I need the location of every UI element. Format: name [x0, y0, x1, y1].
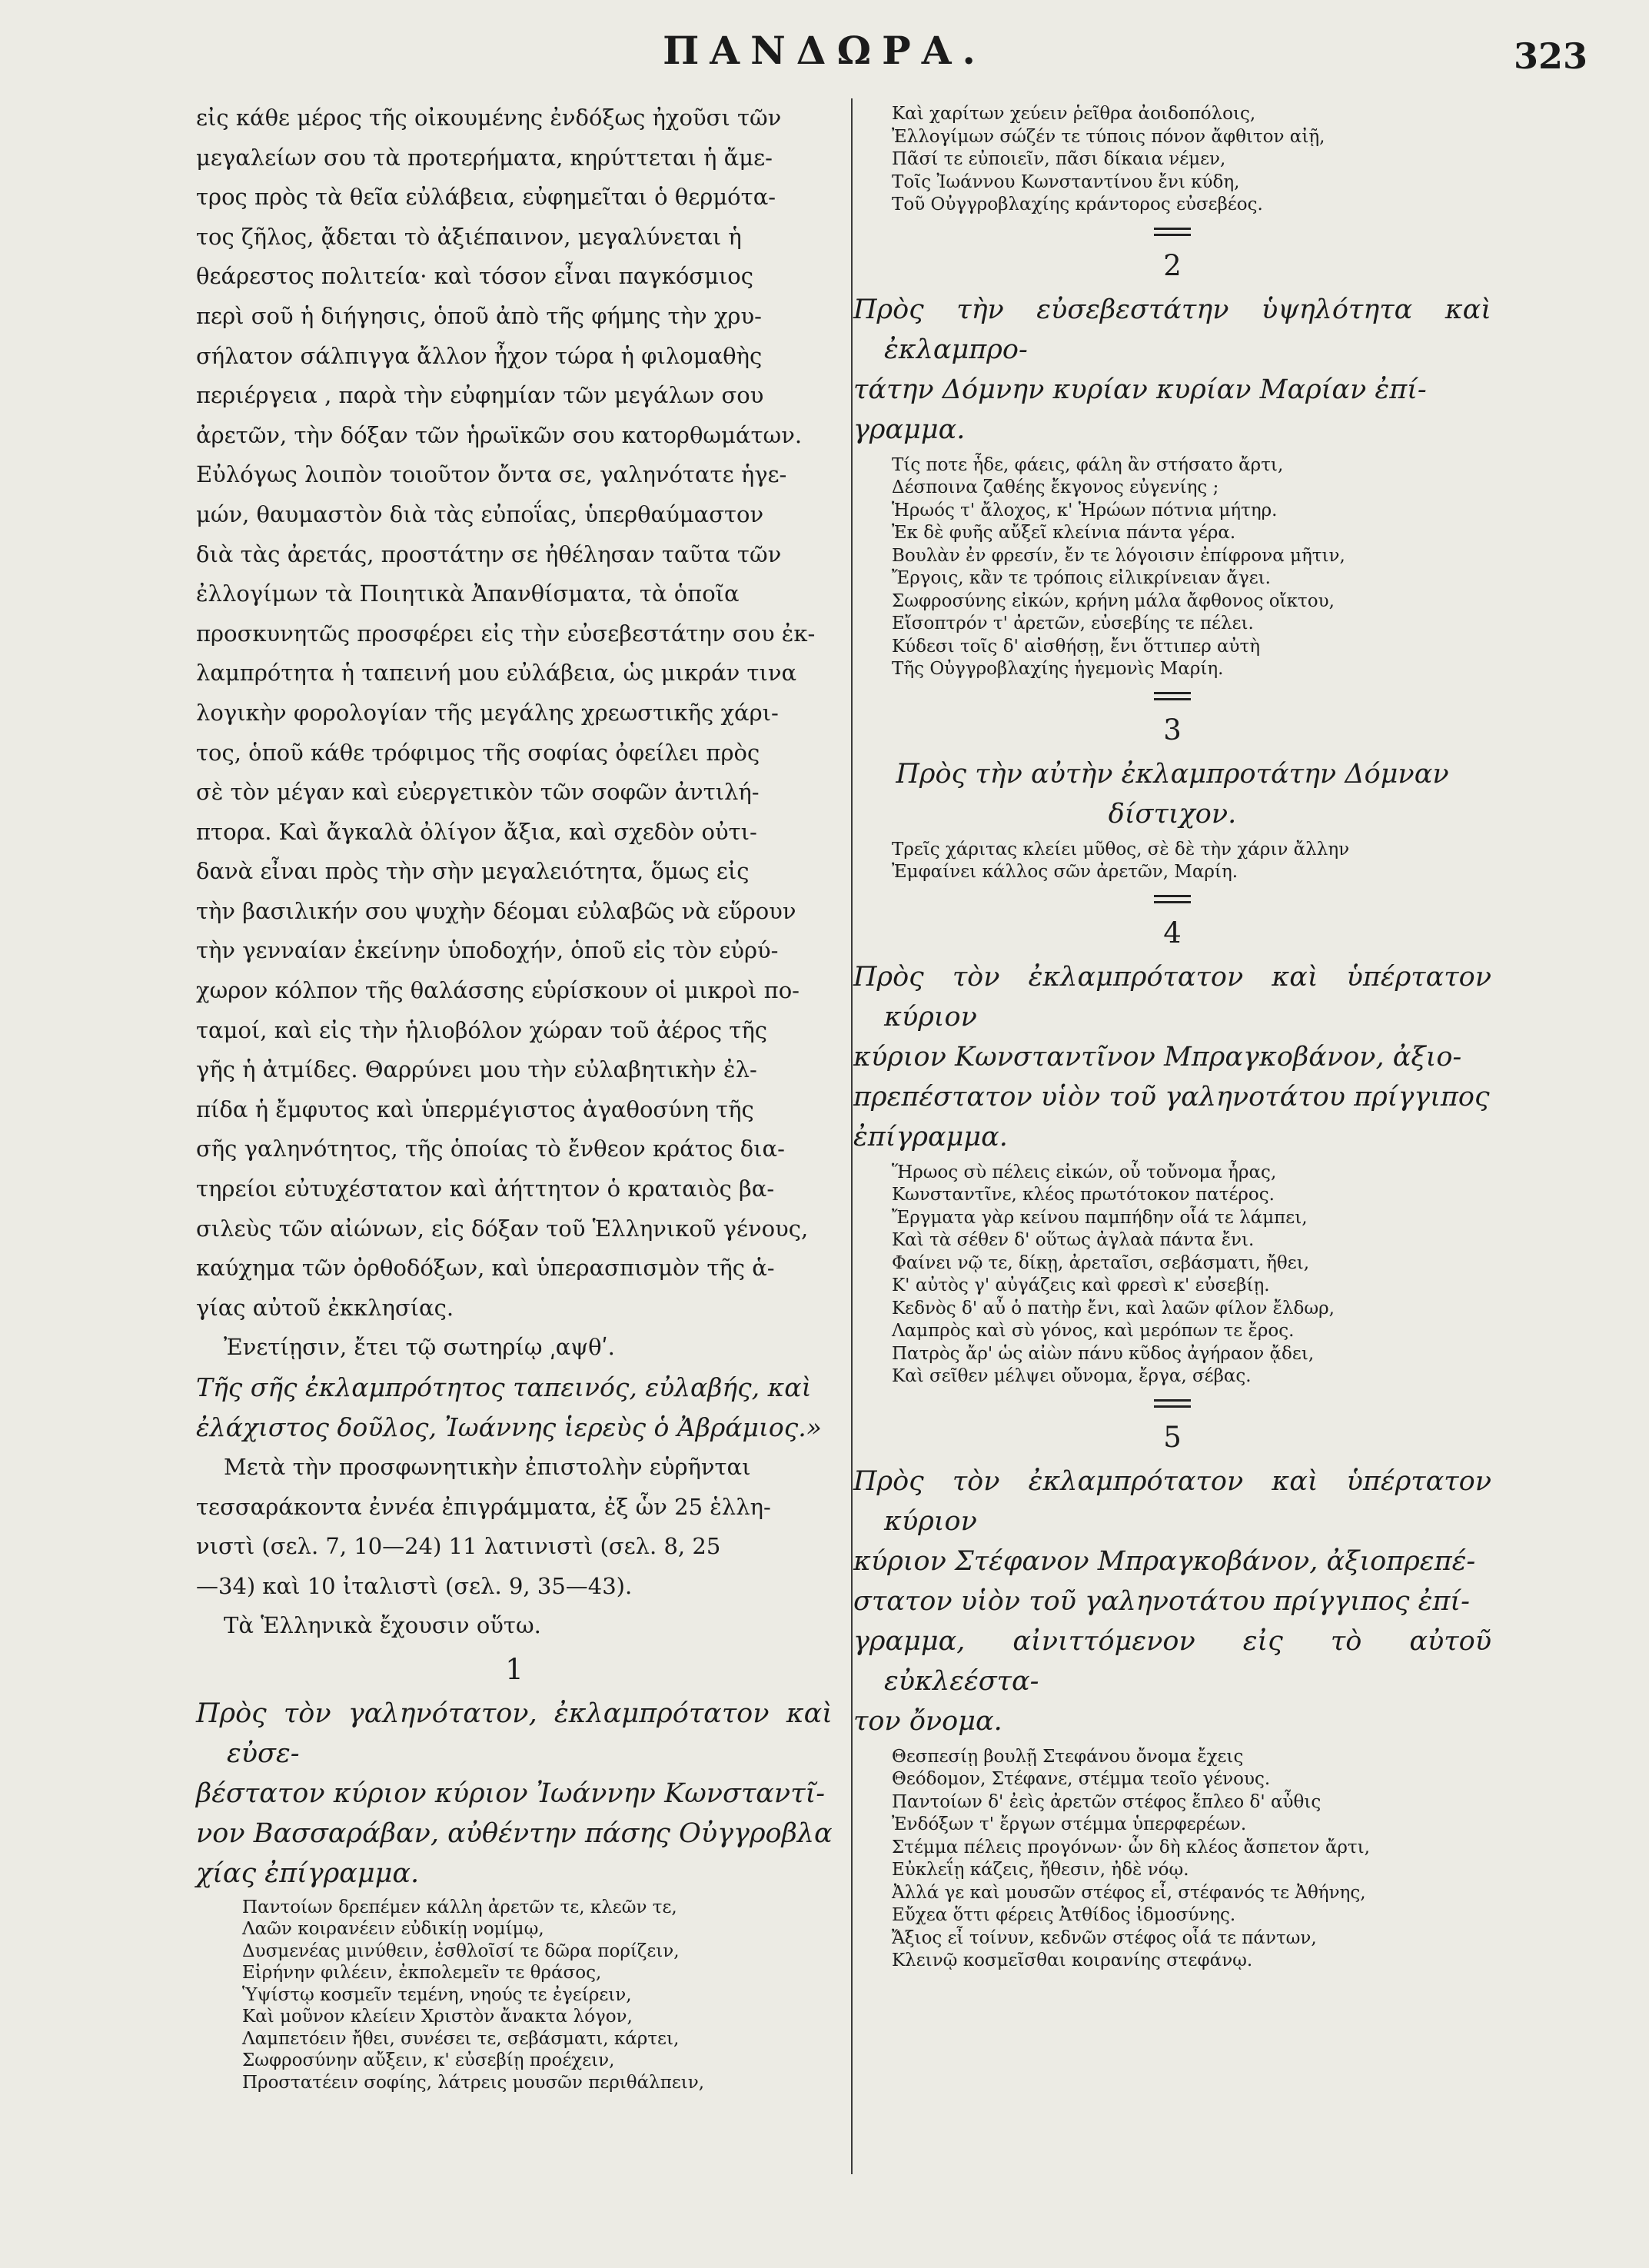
prose-line: γῆς ἡ ἀτμίδες. Θαρρύνει μου τὴν εὐλαβητικὴν ἐλ-: [196, 1056, 757, 1083]
verse-line: Σωφροσύνης εἰκών, κρήνη μάλα ἄφθονος οἴκτου,: [892, 590, 1335, 611]
verse-line: Τοῖς Ἰωάννου Κωνσταντίνου ἔνι κύδη,: [892, 171, 1240, 192]
heading-line: Πρὸς τὸν γαληνότατον, ἐκλαμπρότατον καὶ εὐσε-: [196, 1698, 833, 1769]
heading-line: νον Βασσαράβαν, αὐθέντην πάσης Οὐγγροβλα: [196, 1817, 833, 1849]
heading-line: γραμμα, αἰνιττόμενον εἰς τὸ αὐτοῦ εὐκλεέστα-: [853, 1625, 1491, 1697]
verse-line: Κωνσταντῖνε, κλέος πρωτότοκον πατέρος.: [892, 1185, 1275, 1205]
verse-line: Ἄξιος εἶ τοίνυν, κεδνῶν στέφος οἷά τε πάντων,: [892, 1927, 1317, 1948]
verse-line: Παντοίων δ' ἐεὶς ἀρετῶν στέφος ἔπλεο δ' αὖθις: [892, 1791, 1322, 1812]
prose-line: σὲ τὸν μέγαν καὶ εὐεργετικὸν τῶν σοφῶν ἀντιλή-: [196, 779, 760, 806]
verse-line: Εὔχεα ὅττι φέρεις Ἀτθίδος ἰδμοσύνης.: [892, 1905, 1236, 1925]
verse-line: Ὑψίστῳ κοσμεῖν τεμένη, νηούς τε ἐγείρειν,: [242, 1984, 632, 2005]
prose-line: γίας αὐτοῦ ἐκκλησίας.: [196, 1294, 454, 1321]
heading-line: βέστατον κύριον κύριον Ἰωάννην Κωνσταντῖ-: [196, 1777, 826, 1809]
verse-line: Παντοίων δρεπέμεν κάλλη ἀρετῶν τε, κλεῶν τε,: [242, 1897, 677, 1917]
verse-line: Στέμμα πέλεις προγόνων· ὧν δὴ κλέος ἄσπετον ἄρτι,: [892, 1837, 1370, 1857]
verse-line: Καὶ τὰ σέθεν δ' οὕτως ἀγλαὰ πάντα ἔνι.: [892, 1230, 1255, 1250]
verse-line: Βουλὰν ἐν φρεσίν, ἔν τε λόγοισιν ἐπίφρονα μῆτιν,: [892, 545, 1345, 566]
verse-line: Ἔργματα γὰρ κείνου παμπήδην οἷά τε λάμπει,: [892, 1207, 1308, 1228]
epigram-verses: [892, 1746, 1491, 1973]
epigram-verses-continued: [892, 103, 1491, 217]
section-separator: [1154, 895, 1191, 903]
prose-line: σῆς γαληνότητος, τῆς ὁποίας τὸ ἔνθεον κράτος δια-: [196, 1136, 785, 1162]
prose-line: περιέργεια , παρὰ τὴν εὐφημίαν τῶν μεγάλων σου: [196, 382, 764, 409]
verse-line: Ἐκ δὲ φυῆς αὔξεῖ κλείνια πάντα γέρα.: [892, 523, 1236, 543]
epigram-number: 2: [1163, 248, 1182, 282]
epigram-verses: [242, 1897, 833, 2094]
verse-line: Πατρὸς ἄρ' ὡς αἰὼν πάνυ κῦδος ἀγήραον ᾄδει,: [892, 1343, 1315, 1364]
left-column: [196, 98, 833, 2093]
verse-line: Εἰρήνην φιλέειν, ἐκπολεμεῖν τε θράσος,: [242, 1963, 602, 1984]
verse-line: Καὶ σεῖθεν μέλψει οὔνομα, ἔργα, σέβας.: [892, 1366, 1252, 1386]
verse-line: Τίς ποτε ἧδε, φάεις, φάλη ἂν στήσατο ἄρτι,: [892, 454, 1284, 475]
verse-line: Ἐλλογίμων σώζέν τε τύποις πόνον ἄφθιτον αἰῇ,: [892, 126, 1325, 147]
prose-line: τος, ὁποῦ κάθε τρόφιμος τῆς σοφίας ὀφείλει πρὸς: [196, 739, 760, 766]
verse-line: Θεσπεσίῃ βουλῇ Στεφάνου ὄνομα ἔχεις: [892, 1746, 1244, 1767]
prose-line: τρος πρὸς τὰ θεῖα εὐλάβεια, εὐφημεῖται ὁ θερμότα-: [196, 184, 776, 211]
epigram-number: 5: [1163, 1420, 1182, 1454]
heading-line: Πρὸς τὸν ἐκλαμπρότατον καὶ ὑπέρτατον κύριον: [853, 961, 1491, 1033]
heading-line: χίας ἐπίγραμμα.: [196, 1857, 420, 1889]
prose-line: σήλατον σάλπιγγα ἄλλον ἦχον τώρα ἡ φιλομαθὴς: [196, 342, 763, 369]
prose-line: τος ζῆλος, ᾄδεται τὸ ἀξιέπαινον, μεγαλύνεται ἡ: [196, 223, 742, 250]
verse-line: Λαμπετόειν ἤθει, συνέσει τε, σεβάσματι, κάρτει,: [242, 2028, 680, 2049]
heading-line: ἐπίγραμμα.: [853, 1121, 1008, 1152]
prose-line: τὴν βασιλικήν σου ψυχὴν δέομαι εὐλαβῶς νὰ εὕρουν: [196, 897, 796, 924]
verse-line: Κεδνὸς δ' αὖ ὁ πατὴρ ἔνι, καὶ λαῶν φίλον ἔλδωρ,: [892, 1298, 1335, 1319]
verse-line: Ἐνδόξων τ' ἔργων στέμμα ὑπερφερέων.: [892, 1814, 1247, 1834]
verse-line: Σωφροσύνην αὔξειν, κ' εὐσεβίῃ προέχειν,: [242, 2050, 615, 2071]
verse-line: Εὐκλεΐῃ κάζεις, ἤθεσιν, ἠδὲ νόῳ.: [892, 1860, 1189, 1880]
section-separator: [1154, 1399, 1191, 1408]
right-column: [853, 98, 1491, 1973]
prose-line: Μετὰ τὴν προσφωνητικὴν ἐπιστολὴν εὑρῆνται: [224, 1454, 751, 1480]
verse-line: Τῆς Οὐγγροβλαχίης ἡγεμονὶς Μαρίη.: [892, 659, 1224, 679]
epigram-verses: [892, 1162, 1491, 1388]
heading-line: Πρὸς τὸν ἐκλαμπρότατον καὶ ὑπέρτατον κύριον: [853, 1465, 1491, 1537]
epigram-heading: [853, 957, 1491, 1157]
heading-line: τάτην Δόμνην κυρίαν κυρίαν Μαρίαν ἐπί-: [853, 374, 1427, 405]
prose-line: ἐλλογίμων τὰ Ποιητικὰ Ἀπανθίσματα, τὰ ὁποῖα: [196, 580, 740, 607]
prose-line: λαμπρότητα ἡ ταπεινή μου εὐλάβεια, ὡς μικράν τινα: [196, 660, 797, 687]
verse-line: Τρεῖς χάριτας κλείει μῦθος, σὲ δὲ τὴν χάριν ἄλλην: [892, 839, 1350, 860]
prose-line: εἰς κάθε μέρος τῆς οἰκουμένης ἐνδόξως ἠχοῦσι τῶν: [196, 105, 782, 131]
epigram-number: 3: [1163, 713, 1182, 747]
verse-line: Καὶ μοῦνον κλείειν Χριστὸν ἄνακτα λόγον,: [242, 2007, 633, 2027]
heading-line: Πρὸς τὴν αὐτὴν ἐκλαμπροτάτην Δόμναν: [896, 758, 1449, 790]
prose-line: χωρον κόλπον τῆς θαλάσσης εὑρίσκουν οἱ μικροὶ πο-: [196, 977, 800, 1004]
verse-line: Δέσποινα ζαθέης ἔκγονος εὐγενίης ;: [892, 477, 1219, 497]
epigram-verses: [892, 839, 1491, 884]
prose-line: λογικὴν φορολογίαν τῆς μεγάλης χρεωστικῆς χάρι-: [196, 699, 779, 726]
verse-line: Θεόδομον, Στέφανε, στέμμα τεοῖο γένους.: [892, 1769, 1271, 1789]
verse-line: Τοῦ Οὐγγροβλαχίης κράντορος εὐσεβέος.: [892, 195, 1263, 214]
epigram-heading: [853, 290, 1491, 450]
verse-line: Κύδεσι τοῖς δ' αἰσθήσῃ, ἔνι ὅττιπερ αὐτὴ: [892, 636, 1261, 657]
prose-line: Εὐλόγως λοιπὸν τοιοῦτον ὄντα σε, γαληνότατε ἡγε-: [196, 461, 787, 488]
prose-line: —34) καὶ 10 ἰταλιστὶ (σελ. 9, 35—43).: [196, 1572, 633, 1599]
editor-note: [196, 1448, 833, 1646]
prose-line: τεσσαράκοντα ἐννέα ἐπιγράμματα, ἐξ ὧν 25 ἑλλη-: [196, 1493, 771, 1520]
verse-line: Πᾶσί τε εὐποιεῖν, πᾶσι δίκαια νέμεν,: [892, 149, 1226, 169]
heading-line: γραμμα.: [853, 414, 966, 445]
page-number: 323: [1513, 35, 1587, 77]
prose-line: προσκυνητῶς προσφέρει εἰς τὴν εὐσεβεστάτην σου ἐκ-: [196, 620, 816, 647]
epigram-heading: [853, 1462, 1491, 1741]
epigram-number: 1: [505, 1652, 524, 1686]
heading-line: κύριον Στέφανον Μπραγκοβάνον, ἀξιοπρεπέ-: [853, 1545, 1476, 1577]
verse-line: Ἀλλά γε καὶ μουσῶν στέφος εἶ, στέφανός τε Ἀθήνης,: [892, 1882, 1366, 1903]
verse-line: Ἔργοις, κἂν τε τρόποις εἰλικρίνειαν ἄγει.: [892, 568, 1271, 588]
prose-line: σιλεὺς τῶν αἰώνων, εἰς δόξαν τοῦ Ἑλληνικοῦ γένους,: [196, 1215, 809, 1242]
prose-line: ἀρετῶν, τὴν δόξαν τῶν ἡρωϊκῶν σου κατορθωμάτων.: [196, 421, 803, 448]
epigram-number: 4: [1163, 916, 1182, 949]
verse-line: Λαῶν κοιρανέειν εὐδικίῃ νομίμῳ,: [242, 1919, 544, 1940]
prose-line: καύχημα τῶν ὀρθοδόξων, καὶ ὑπερασπισμὸν τῆς ἁ-: [196, 1255, 775, 1282]
prose-line: τὴν γενναίαν ἐκείνην ὑποδοχήν, ὁποῦ εἰς τὸν εὐρύ-: [196, 937, 779, 964]
prose-line: δανὰ εἶναι πρὸς τὴν σὴν μεγαλειότητα, ὅμως εἰς: [196, 858, 750, 885]
prose-line: θεάρεστος πολιτεία· καὶ τόσον εἶναι παγκόσμιος: [196, 263, 753, 290]
epigram-heading: [196, 1694, 833, 1894]
signature-line: Τῆς σῆς ἐκλαμπρότητος ταπεινός, εὐλαβής, καὶ: [196, 1372, 812, 1402]
verse-line: Προστατέειν σοφίης, λάτρεις μουσῶν περιθάλπειν,: [242, 2072, 705, 2093]
verse-line: Καὶ χαρίτων χεύειν ῥεῖθρα ἀοιδοπόλοις,: [892, 104, 1256, 124]
verse-line: Ἥρωος σὺ πέλεις εἰκών, οὗ τοὔνομα ἦρας,: [892, 1162, 1277, 1182]
heading-line: πρεπέστατον υἱὸν τοῦ γαληνοτάτου πρίγγιπος: [853, 1081, 1490, 1112]
column-divider: [851, 98, 853, 2174]
section-separator: [1154, 692, 1191, 700]
prose-line: μεγαλείων σου τὰ προτερήματα, κηρύττεται ἡ ἄμε-: [196, 144, 773, 171]
verse-line: Κλεινῷ κοσμεῖσθαι κοιρανίης στεφάνῳ.: [892, 1950, 1253, 1970]
verse-line: Εἴσοπτρόν τ' ἀρετῶν, εὐσεβίης τε πέλει.: [892, 614, 1254, 634]
verse-line: Φαίνει νῷ τε, δίκῃ, ἀρεταῖσι, σεβάσματι, ἤθει,: [892, 1252, 1310, 1273]
prose-line: ταμοί, καὶ εἰς τὴν ἡλιοβόλον χώραν τοῦ ἀέρος τῆς: [196, 1016, 767, 1043]
verse-line: Κ' αὐτὸς γ' αὐγάζεις καὶ φρεσὶ κ' εὐσεβίῃ.: [892, 1275, 1270, 1295]
heading-line: Πρὸς τὴν εὐσεβεστάτην ὑψηλότητα καὶ ἐκλαμπρο-: [853, 294, 1491, 365]
heading-line: κύριον Κωνσταντῖνον Μπραγκοβάνον, ἀξιο-: [853, 1041, 1462, 1072]
prose-line: πίδα ἡ ἔμφυτος καὶ ὑπερμέγιστος ἀγαθοσύνη τῆς: [196, 1096, 754, 1122]
prose-line: πτορα. Καὶ ἄγκαλὰ ὀλίγον ἄξια, καὶ σχεδὸν οὐτι-: [196, 818, 757, 845]
greek-intro: Τὰ Ἑλληνικὰ ἔχουσιν οὕτω.: [224, 1612, 541, 1639]
section-separator: [1154, 228, 1191, 236]
running-title: ΠΑΝΔΩΡΑ.: [663, 28, 986, 73]
heading-line: δίστιχον.: [1108, 798, 1237, 830]
prose-line: περὶ σοῦ ἡ διήγησις, ὁποῦ ἀπὸ τῆς φήμης τὴν χρυ-: [196, 302, 762, 329]
prose-line: νιστὶ (σελ. 7, 10—24) 11 λατινιστὶ (σελ. 8, 25: [196, 1533, 721, 1560]
verse-line: Ἡρωός τ' ἄλοχος, κ' Ἡρώων πότνια μήτηρ.: [892, 500, 1278, 520]
heading-line: τον ὄνομα.: [853, 1705, 1002, 1737]
date-line: Ἐνετίῃσιν, ἔτει τῷ σωτηρίῳ ͵αψθʹ.: [224, 1334, 615, 1361]
signature: [196, 1368, 833, 1448]
verse-line: Ἐμφαίνει κάλλος σῶν ἀρετῶν, Μαρίη.: [892, 862, 1238, 882]
intro-letter: [196, 98, 833, 1368]
prose-line: διὰ τὰς ἀρετάς, προστάτην σε ἠθέλησαν ταῦτα τῶν: [196, 540, 782, 567]
prose-line: τηρείοι εὐτυχέστατον καὶ ἀήττητον ὁ κραταιὸς βα-: [196, 1176, 775, 1202]
epigram-heading: [853, 754, 1491, 834]
signature-line: ἐλάχιστος δοῦλος, Ἰωάννης ἱερεὺς ὁ Ἀβράμιος.»: [196, 1412, 822, 1442]
verse-line: Δυσμενέας μινύθειν, ἐσθλοῖσί τε δῶρα πορίζειν,: [242, 1940, 680, 1961]
heading-line: στατον υἱὸν τοῦ γαληνοτάτου πρίγγιπος ἐπί-: [853, 1585, 1470, 1617]
prose-line: μών, θαυμαστὸν διὰ τὰς εὐποΐας, ὑπερθαύμαστον: [196, 500, 764, 527]
verse-line: Λαμπρὸς καὶ σὺ γόνος, καὶ μερόπων τε ἔρος.: [892, 1321, 1295, 1341]
epigram-verses: [892, 454, 1491, 681]
